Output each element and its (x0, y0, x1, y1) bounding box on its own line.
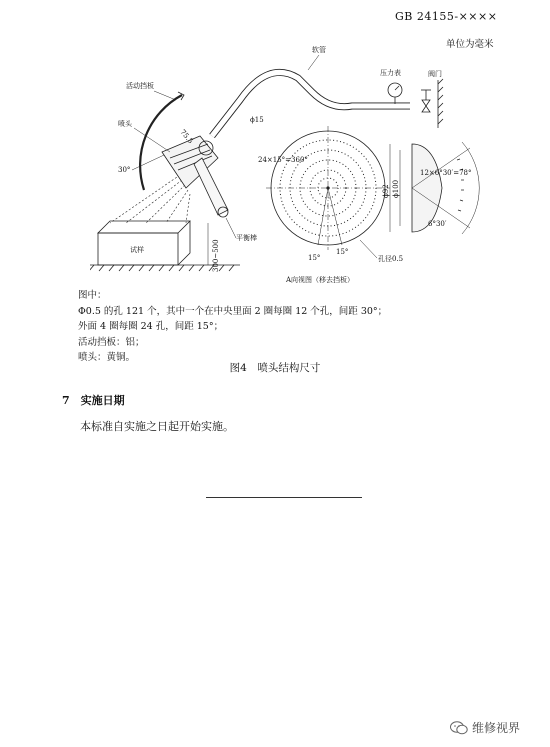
label-view-a: A向视图（移去挡板） (286, 276, 355, 284)
note-line: Φ0.5 的孔 121 个，其中一个在中央里面 2 圈每圈 12 个孔，间距 30°； (78, 305, 388, 317)
footer-watermark (450, 719, 520, 736)
end-divider (206, 497, 362, 498)
nozzle-structure-figure (90, 40, 510, 288)
note-line: 外面 4 圈每圈 24 孔，间距 15°； (78, 321, 224, 332)
label-dim-phi92: ϕ92 (382, 184, 390, 198)
spray-lines (110, 175, 190, 223)
label-specimen: 试样 (130, 246, 144, 254)
note-line: 喷头：黄铜。 (78, 352, 136, 363)
movable-baffle (140, 95, 182, 190)
specimen-block (98, 221, 190, 265)
note-line: 图中： (78, 290, 107, 301)
unit-note: 单位为毫米 (446, 39, 494, 50)
label-holes-360: 24×15°=360° (258, 156, 308, 164)
label-movable-baffle: 活动挡板 (126, 82, 154, 90)
figure-notes (78, 288, 387, 366)
label-nozzle: 喷头 (118, 120, 132, 128)
label-angle-12: 12×6°30′=78° (420, 169, 472, 177)
balance-rod (194, 158, 228, 217)
wechat-icon (450, 721, 468, 735)
figure-caption: 图4 喷头结构尺寸 (229, 362, 321, 374)
label-dim-phi15: ϕ15 (250, 116, 264, 124)
label-pressure-gauge: 压力表 (380, 69, 401, 77)
valve (421, 79, 443, 128)
label-hose: 软管 (312, 46, 326, 54)
label-angle-15a: 15° (308, 254, 321, 262)
label-dim-phi100: ϕ100 (392, 179, 400, 198)
note-line: 活动挡板：铝； (78, 336, 145, 348)
label-hole-diameter: 孔径0.5 (378, 255, 404, 263)
section-body: 本标准自实施之日起开始实施。 (80, 420, 234, 433)
label-dim-75: 75.5 (178, 128, 195, 146)
hole-plate (266, 126, 390, 250)
footer-brand: 维修视界 (472, 721, 521, 735)
label-angle-6-30: 6°30′ (428, 220, 447, 228)
label-valve: 阀门 (428, 70, 442, 78)
label-angle-15b: 15° (336, 248, 349, 256)
label-balance-rod: 平衡棒 (236, 234, 257, 242)
label-dim-300-500: 300~500 (212, 239, 220, 272)
label-angle-30: 30° (118, 166, 131, 174)
hose (212, 72, 410, 136)
section-title: 7 实施日期 (62, 394, 125, 407)
pressure-gauge (388, 83, 402, 104)
standard-number: GB 24155-×××× (395, 10, 498, 23)
